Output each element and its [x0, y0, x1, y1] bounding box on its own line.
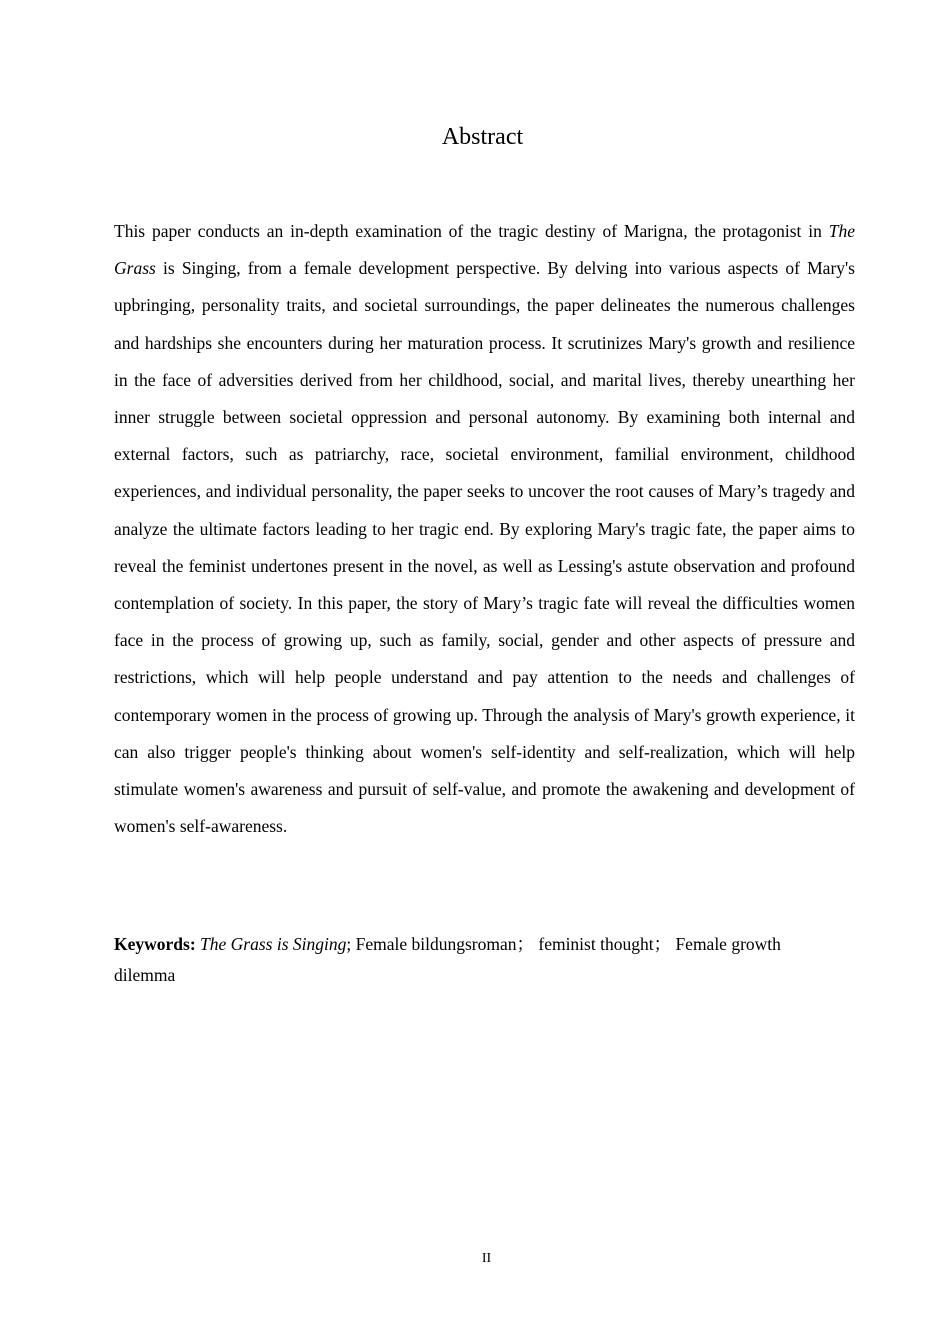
- keywords-novel-title: The Grass is Singing: [200, 934, 347, 954]
- page-title: Abstract: [441, 124, 524, 150]
- keywords-list: ; Female bildungsroman； feminist thought； Female growth dilemma: [114, 934, 781, 985]
- page-number: II: [481, 1251, 492, 1266]
- keywords-section: [114, 929, 804, 991]
- abstract-paragraph: [114, 213, 855, 845]
- keywords-label: Keywords:: [114, 934, 196, 954]
- abstract-body-text: is Singing, from a female development perspective. By delving into various aspects of Mary's upbringing, personality traits, and societal surroundings, the paper delineates the numerous challenges and hardships she encounters during her maturation process. It scrutinizes Mary's growth and resilience in the face of adversities derived from her childhood, social, and marital lives, thereby unearthing her inner struggle between societal oppression and personal autonomy. By examining both internal and external factors, such as patriarchy, race, societal environment, familial environment, childhood experiences, and individual personality, the paper seeks to uncover the root causes of Mary’s tragedy and analyze the ultimate factors leading to her tragic end. By exploring Mary's tragic fate, the paper aims to reveal the feminist undertones present in the novel, as well as Lessing's astute observation and profound contemplation of society. In this paper, the story of Mary’s tragic fate will reveal the difficulties women face in the process of growing up, such as family, social, gender and other aspects of pressure and restrictions, which will help people understand and pay attention to the needs and challenges of contemporary women in the process of growing up. Through the analysis of Mary's growth experience, it can also trigger people's thinking about women's self-identity and self-realization, which will help stimulate women's awareness and pursuit of self-value, and promote the awakening and development of women's self-awareness.: [114, 258, 855, 837]
- abstract-novel-title: The Grass: [114, 221, 855, 279]
- abstract-intro: This paper conducts an in-depth examination of the tragic destiny of Marigna, the protagonist in: [114, 221, 829, 241]
